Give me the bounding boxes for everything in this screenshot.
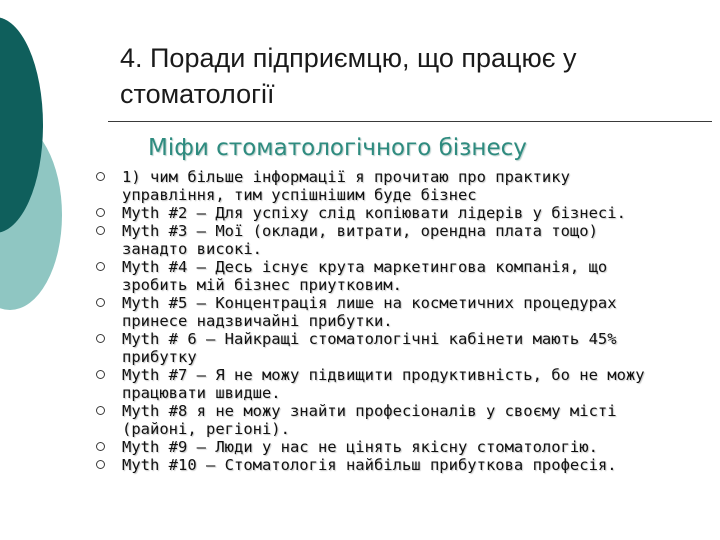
list-item	[96, 222, 656, 258]
list-item	[96, 456, 656, 474]
bullet-icon	[96, 262, 105, 271]
slide-title: 4. Поради підприємцю, що працює у стоматології	[120, 43, 577, 109]
bullet-icon	[96, 172, 105, 181]
bullet-icon	[96, 226, 105, 235]
bullet-icon	[96, 406, 105, 415]
list-item-text: Myth #5 – Концентрація лише на косметичних процедурах принесе надзвичайні прибутки.	[122, 294, 617, 330]
list-item-text: Myth #4 – Десь існує крута маркетингова компанія, що зробить мій бізнес приутковим.	[122, 258, 608, 294]
list-item-text: Myth #8 я не можу знайти професіоналів у своєму місті (районі, регіоні).	[122, 402, 617, 438]
list-item	[96, 258, 656, 294]
list-item-text: Myth #10 – Стоматологія найбільш прибуткова професія.	[122, 456, 617, 474]
bullet-icon	[96, 460, 105, 469]
bullet-icon	[96, 370, 105, 379]
list-item	[96, 366, 656, 402]
bullet-icon	[96, 442, 105, 451]
bullet-icon	[96, 208, 105, 217]
list-item-text: Myth #3 – Мої (оклади, витрати, орендна плата тощо) занадто високі.	[122, 222, 598, 258]
list-item	[96, 402, 656, 438]
list-item	[96, 204, 656, 222]
decorative-shapes	[0, 0, 110, 540]
list-item-text: Myth #9 – Люди у нас не цінять якісну стоматологію.	[122, 438, 598, 456]
bullet-icon	[96, 334, 105, 343]
list-item	[96, 330, 656, 366]
list-item	[96, 294, 656, 330]
list-item-text: Myth # 6 – Найкращі стоматологічні кабінети мають 45% прибутку	[122, 330, 617, 366]
bullet-icon	[96, 298, 105, 307]
list-item	[96, 168, 656, 204]
myth-list	[96, 168, 656, 474]
list-item-text: 1) чим більше інформації я прочитаю про практику управління, тим успішнішим буде бізнес	[122, 168, 570, 204]
list-item-text: Myth #2 – Для успіху слід копіювати лідерів у бізнесі.	[122, 204, 626, 222]
title-divider	[108, 121, 712, 122]
slide-subtitle: Міфи стоматологічного бізнесу	[148, 135, 527, 161]
list-item	[96, 438, 656, 456]
list-item-text: Myth #7 – Я не можу підвищити продуктивність, бо не можу працювати швидше.	[122, 366, 645, 402]
